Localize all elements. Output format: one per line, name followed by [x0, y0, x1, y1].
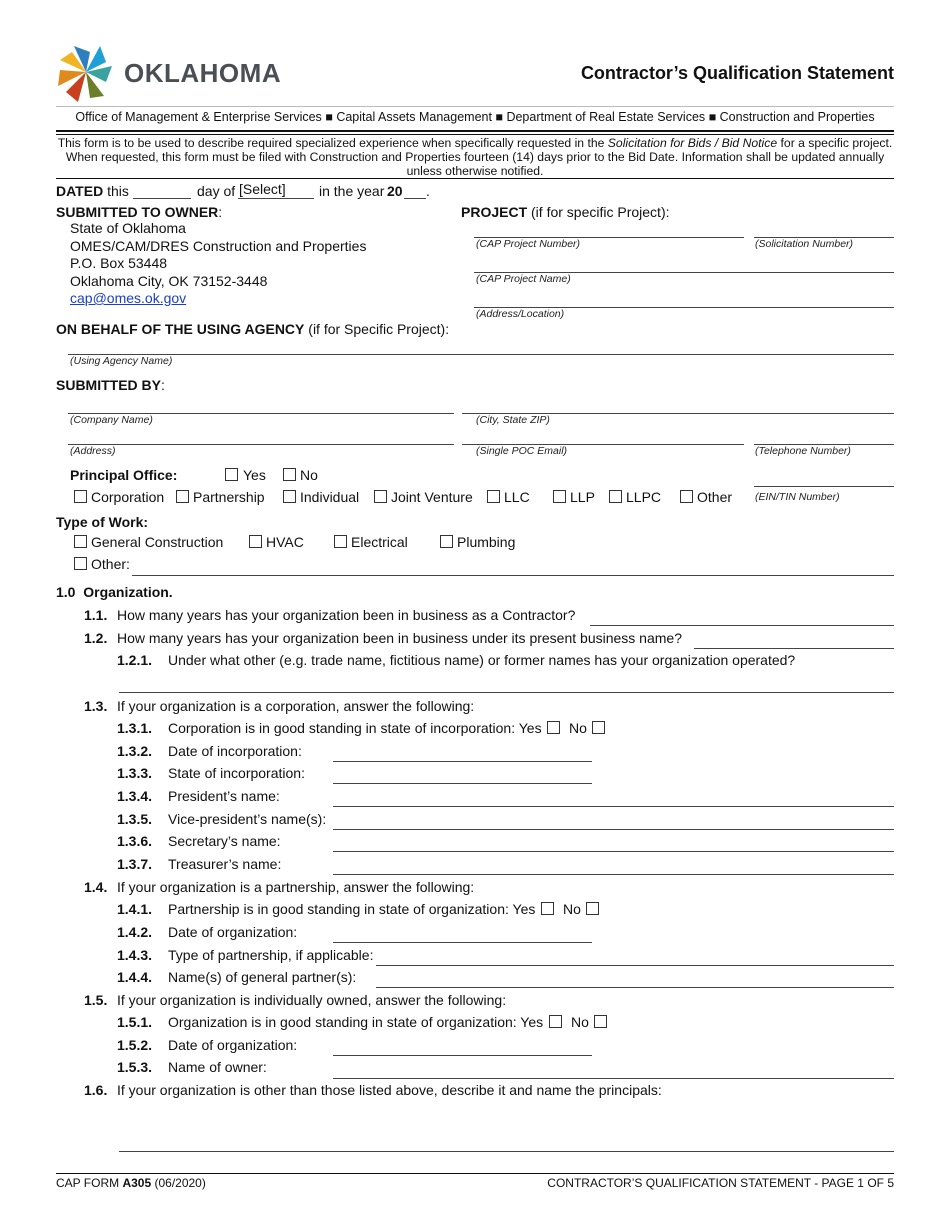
year-field[interactable] [404, 198, 426, 199]
question-1-4: If your organization is a partnership, answer the following: [117, 879, 475, 895]
partnership-good-standing-no-checkbox[interactable] [586, 902, 599, 915]
years-under-name-field[interactable] [694, 648, 894, 649]
owner-address-line: P.O. Box 53448 [70, 255, 168, 271]
breadcrumb-item: Department of Real Estate Services [506, 110, 706, 124]
using-agency-name-field[interactable] [68, 354, 894, 355]
question-1-4-1: Partnership is in good standing in state of organization: Yes [168, 901, 536, 917]
submitted-by-heading: SUBMITTED BY: [56, 377, 165, 393]
month-select[interactable]: [Select] [239, 181, 286, 197]
breadcrumb-item: Construction and Properties [719, 110, 875, 124]
corp-good-standing-yes-checkbox[interactable] [547, 721, 560, 734]
electrical-checkbox[interactable] [334, 535, 347, 548]
intro-rule [56, 178, 894, 179]
double-rule-top [56, 130, 894, 132]
principal-office-yes-checkbox[interactable] [225, 468, 238, 481]
partnership-checkbox[interactable] [176, 490, 189, 503]
question-1-2: How many years has your organization been in business under its present business name? [117, 630, 682, 646]
owner-address-line: Oklahoma City, OK 73152-3448 [70, 273, 268, 289]
hvac-checkbox[interactable] [249, 535, 262, 548]
partnership-good-standing-yes-checkbox[interactable] [541, 902, 554, 915]
principal-office-no-checkbox[interactable] [283, 468, 296, 481]
agency-breadcrumb: Office of Management & Enterprise Services ■ Capital Assets Management ■ Department of Real Estate Services ■ Construction and Properties [75, 110, 875, 124]
other-work-checkbox[interactable] [74, 557, 87, 570]
footer-page-label: CONTRACTOR’S QUALIFICATION STATEMENT - PAGE 1 OF 5 [547, 1176, 894, 1190]
llc-checkbox[interactable] [487, 490, 500, 503]
month-select-underline [238, 198, 314, 199]
question-1-5-1: Organization is in good standing in state of organization: Yes [168, 1014, 544, 1030]
general-construction-checkbox[interactable] [74, 535, 87, 548]
vice-president-name-field[interactable] [333, 829, 894, 830]
form-title: Contractor’s Qualification Statement [580, 63, 894, 83]
owner-email-link[interactable]: cap@omes.ok.gov [70, 290, 187, 306]
principal-office-label: Principal Office: [70, 467, 178, 483]
state-of-incorporation-field[interactable] [333, 783, 592, 784]
footer-rule [56, 1173, 894, 1174]
dated-row: DATED this [56, 183, 129, 199]
owner-heading: SUBMITTED TO OWNER: [56, 204, 223, 220]
secretary-name-field[interactable] [333, 851, 894, 852]
breadcrumb-item: Capital Assets Management [336, 110, 492, 124]
footer-form-number: CAP FORM A305 (06/2020) [56, 1176, 206, 1190]
corporation-checkbox[interactable] [74, 490, 87, 503]
owner-address-line: State of Oklahoma [70, 220, 186, 236]
owner-name-field[interactable] [333, 1078, 894, 1079]
other-entity-checkbox[interactable] [680, 490, 693, 503]
agency-heading: ON BEHALF OF THE USING AGENCY (if for Specific Project): [56, 321, 450, 337]
star-logo-icon [54, 42, 118, 106]
breadcrumb-item: Office of Management & Enterprise Services [75, 110, 322, 124]
section-heading: 1.0 Organization. [56, 584, 173, 600]
owner-address-line: OMES/CAM/DRES Construction and Properties [70, 238, 367, 254]
owner-good-standing-yes-checkbox[interactable] [549, 1015, 562, 1028]
years-in-business-field[interactable] [590, 625, 894, 626]
header-rule [56, 106, 894, 107]
individual-checkbox[interactable] [283, 490, 296, 503]
question-1-2-1: Under what other (e.g. trade name, fictitious name) or former names has your organization operated? [168, 652, 796, 668]
general-partners-field[interactable] [376, 987, 894, 988]
partnership-type-field[interactable] [376, 965, 894, 966]
llp-checkbox[interactable] [553, 490, 566, 503]
question-1-3-1: Corporation is in good standing in state of incorporation: Yes [168, 720, 542, 736]
question-1-6: If your organization is other than those listed above, describe it and name the principals: [117, 1082, 662, 1098]
corp-good-standing-no-checkbox[interactable] [592, 721, 605, 734]
question-1-5: If your organization is individually owned, answer the following: [117, 992, 507, 1008]
owner-good-standing-no-checkbox[interactable] [594, 1015, 607, 1028]
project-heading: PROJECT (if for specific Project): [461, 204, 670, 220]
ein-field[interactable] [754, 486, 894, 487]
company-address-field[interactable] [68, 444, 454, 445]
other-work-field[interactable] [132, 575, 894, 576]
intro-paragraph: This form is to be used to describe required specialized experience when specifically requested in the Solicitation for Bids / Bid Notice for a specific project. When requested, this form must be filed with Construction and Properties fourteen (14) days prior to the Bid Date. Information shall be updated annually unless otherwise notified. [57, 136, 893, 178]
logo-text: OKLAHOMA [124, 58, 282, 88]
question-1-3: If your organization is a corporation, answer the following: [117, 698, 475, 714]
plumbing-checkbox[interactable] [440, 535, 453, 548]
individual-date-field[interactable] [333, 1055, 592, 1056]
oklahoma-logo [54, 42, 282, 106]
joint-venture-checkbox[interactable] [374, 490, 387, 503]
type-of-work-heading: Type of Work: [56, 514, 149, 530]
dated-day-field[interactable] [133, 198, 191, 199]
treasurer-name-field[interactable] [333, 874, 894, 875]
question-1-1: How many years has your organization been in business as a Contractor? [117, 607, 576, 623]
other-organization-field[interactable] [119, 1151, 894, 1152]
double-rule-bottom [56, 134, 894, 135]
llpc-checkbox[interactable] [609, 490, 622, 503]
date-of-incorporation-field[interactable] [333, 761, 592, 762]
president-name-field[interactable] [333, 806, 894, 807]
former-names-field[interactable] [119, 692, 894, 693]
partnership-date-field[interactable] [333, 942, 592, 943]
